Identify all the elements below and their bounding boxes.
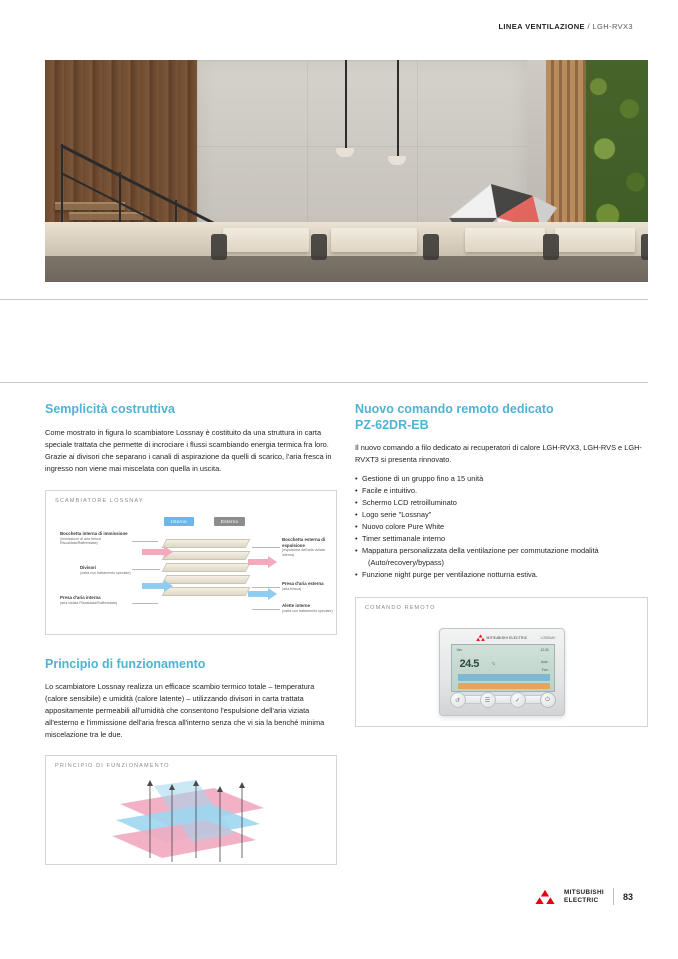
photo-table <box>223 228 309 252</box>
leader-line <box>252 609 280 610</box>
photo-chair <box>311 234 327 260</box>
figure-remote-controller <box>355 597 648 727</box>
list-item: • Schermo LCD retroilluminato <box>355 497 648 509</box>
remote-series-label: LOSSNAY <box>540 636 556 641</box>
label-divisori <box>80 565 132 576</box>
exchanger-core <box>164 539 248 595</box>
arrow-head-external-intake <box>268 588 277 600</box>
section-title-line1: Nuovo comando remoto dedicato <box>355 402 554 416</box>
lcd-temperature: 24.5 <box>459 658 479 671</box>
arrow-supply-warm <box>142 549 164 555</box>
label-title: Bocchetta interna di immissione <box>60 530 128 536</box>
remote-brand <box>476 634 528 641</box>
label-bocchetta-interna <box>60 531 132 547</box>
list-item: • Nuovo colore Pure White <box>355 521 648 533</box>
label-bocchetta-esterna <box>282 537 338 559</box>
header-model: LGH-RVX3 <box>592 22 633 31</box>
leader-line <box>252 587 280 588</box>
arrow-head-external-exhaust <box>268 556 277 568</box>
photo-chair <box>543 234 559 260</box>
feature-list <box>355 473 648 581</box>
ok-button[interactable]: ✓ <box>510 692 526 708</box>
photo-lamp-cord <box>397 60 399 156</box>
lcd-day: Ven <box>456 648 462 653</box>
photo-chair <box>211 234 227 260</box>
power-button[interactable]: ⏻ <box>540 692 556 708</box>
page-footer <box>535 888 633 905</box>
interior-photo <box>45 60 648 282</box>
list-item: • Timer settimanale interno <box>355 533 648 545</box>
arrow-exhaust-cool <box>142 583 164 589</box>
remote-button-row[interactable] <box>450 692 556 708</box>
remote-controller <box>439 628 565 716</box>
section-title-semplicita: Semplicità costruttiva <box>45 402 175 416</box>
remote-lcd-screen <box>451 644 555 692</box>
lcd-menu-bar <box>458 683 550 689</box>
section-paragraph-principio: Lo scambiatore Lossnay realizza un efficace scambio termico totale – temperatura (calore sensibile) e umidità (calore latente) – utilizzando divisori in carta trattata appositamente permeabili all'umidità che consentono l'espulsione dell'aria viziata all'esterno e l'immissione dell'aria fresca all'interno senza che vi sia la benché minima miscelazione tra le due. <box>45 682 325 740</box>
figure-caption-comando-remoto: COMANDO REMOTO <box>365 605 436 612</box>
label-sub: (aria viziata Riscaldata/Raffreddata) <box>60 600 118 605</box>
figure-caption-principio: PRINCIPIO DI FUNZIONAMENTO <box>55 763 170 770</box>
photo-scene <box>45 60 648 282</box>
leader-line <box>132 541 158 542</box>
back-button[interactable]: ↺ <box>450 692 466 708</box>
leader-line <box>252 547 280 548</box>
page-header <box>498 22 633 31</box>
page-number: 83 <box>622 891 633 902</box>
header-brand-line: LINEA VENTILAZIONE <box>498 22 585 31</box>
label-sub: (espulsione dell'aria viziata interna) <box>282 548 325 558</box>
list-item: • Gestione di un gruppo fino a 15 unità <box>355 473 648 485</box>
footer-brand-line1: MITSUBISHI <box>564 888 604 896</box>
photo-table <box>555 228 635 252</box>
label-title: Presa d'aria esterna <box>282 580 324 586</box>
section-paragraph-comando-remoto: Il nuovo comando a filo dedicato ai recuperatori di calore LGH-RVX3, LGH-RVS e LGH-RVXT3 si presenta rinnovato. <box>355 443 642 465</box>
section-title-line2: PZ-62DR-EB <box>355 417 429 432</box>
photo-table <box>331 228 417 252</box>
right-column <box>355 402 648 727</box>
lcd-temperature-unit: °C <box>491 662 496 667</box>
label-sub: (carta con trattamento speciale) <box>282 608 333 613</box>
figure-lossnay-exchanger <box>45 490 337 635</box>
chip-internal: Interno <box>164 517 194 526</box>
list-item: • Funzione night purge per ventilazione notturna estiva. <box>355 569 648 581</box>
arrow-external-exhaust <box>248 559 268 565</box>
lcd-mode-bar <box>458 674 550 681</box>
label-sub: (aria fresca) <box>282 586 302 591</box>
label-sub: (immissione di aria fresca Riscaldata/Raffreddata) <box>60 536 101 546</box>
divider-top <box>0 299 648 300</box>
footer-brand-line2: ELECTRIC <box>564 896 599 904</box>
section-title-comando-remoto <box>355 402 648 433</box>
label-title: Bocchetta esterna di espulsione <box>282 536 326 548</box>
list-item: • Mappatura personalizzata della ventilazione per commutazione modalità <box>355 545 648 557</box>
label-alette-interne <box>282 603 338 614</box>
footer-brand <box>564 889 604 904</box>
section-title-principio: Principio di funzionamento <box>45 656 206 671</box>
label-title: Presa d'aria interna <box>60 594 101 600</box>
figure-caption-lossnay: SCAMBIATORE LOSSNAY <box>55 497 144 504</box>
figure-working-principle <box>45 755 337 865</box>
leader-line <box>132 569 160 570</box>
menu-button[interactable]: ☰ <box>480 692 496 708</box>
label-presa-aria-interna <box>60 595 132 606</box>
label-presa-aria-esterna <box>282 581 338 592</box>
left-column <box>45 402 337 865</box>
arrow-head-exhaust-cool <box>164 580 173 592</box>
photo-lamp-cord <box>345 60 347 148</box>
leader-line <box>132 603 158 604</box>
lcd-fan: Fan <box>542 668 548 673</box>
divider-bottom <box>0 382 648 383</box>
mitsubishi-diamond-icon <box>535 889 555 904</box>
lcd-mode: Auto <box>540 660 548 665</box>
crossflow-sheets-icon <box>46 774 338 866</box>
principle-diagram <box>46 774 336 866</box>
arrow-head-supply-warm <box>164 546 173 558</box>
lcd-clock: 12:30 <box>540 648 549 653</box>
label-sub: (carta con trattamento speciale) <box>80 570 131 575</box>
list-item: • Facile e intuitivo. <box>355 485 648 497</box>
photo-chair <box>423 234 439 260</box>
header-separator: / <box>587 22 590 31</box>
photo-table <box>465 228 545 252</box>
section-paragraph-semplicita: Come mostrato in figura lo scambiatore Lossnay è costituito da una struttura in carta speciale trattata che permette di incrociare i flussi scambiando energia termica fra loro. Grazie ai divisori che separano i canali di aspirazione da quelli di scarico, l'aria fresca in ingresso non viene mai miscelata con quella in uscita. <box>45 427 332 473</box>
chip-external: Esterno <box>214 517 245 526</box>
remote-brand-text: MITSUBISHI ELECTRIC <box>486 635 528 640</box>
list-item-continuation: (Auto/recovery/bypass) <box>368 558 444 568</box>
mitsubishi-diamond-icon <box>476 634 485 641</box>
label-title: Divisori <box>80 564 97 570</box>
list-item: • Logo serie "Lossnay" <box>355 509 648 521</box>
label-title: Alette interne <box>282 602 311 608</box>
photo-chair <box>641 234 648 260</box>
footer-divider <box>613 888 614 905</box>
arrow-external-intake <box>248 591 268 597</box>
